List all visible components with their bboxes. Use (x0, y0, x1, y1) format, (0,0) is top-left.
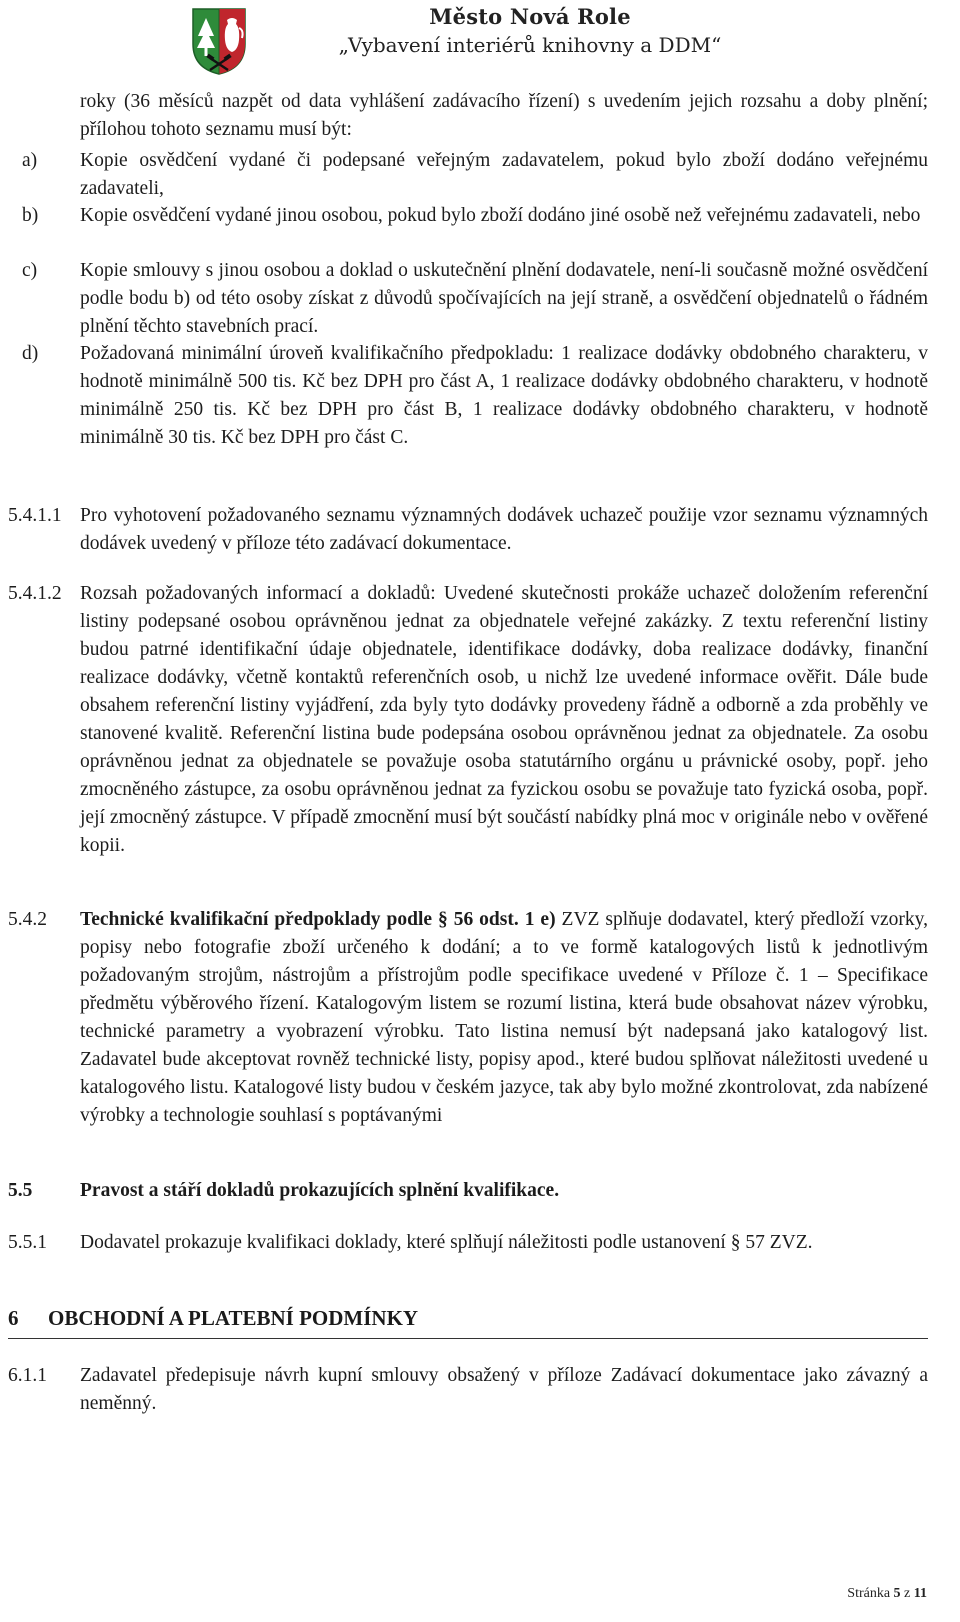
footer-total-pages: 11 (913, 1586, 927, 1601)
paragraph-text (80, 906, 928, 1130)
paragraph-body: ZVZ splňuje dodavatel, který předloží vzorky, popisy nebo fotografie zboží určeného k dodání; a to ve formě katalogových listů k jednotlivým požadovaným strojům, nástrojům a přístrojům podle specifikace uvedené v Příloze č. 1 – Specifikace předmětu výběrového řízení. Katalogovým listem se rozumí listina, která bude obsahovat název výrobku, technické parametry a vyobrazení výrobku. Tato listina nemusí být nadepsaná jako katalogový list. Zadavatel bude akceptovat rovněž technické listy, popisy apod., které budou splňovat náležitosti uvedené u katalogového listu. Katalogové listy budou v českém jazyce, tak aby bylo možné zkontrolovat, zda nabízené výrobky a technologie souhlasí s poptávanými (80, 909, 928, 1126)
paragraph-text: Pro vyhotovení požadovaného seznamu významných dodávek uchazeč použije vzor seznamu významných dodávek uvedený v příloze této zadávací dokumentace. (80, 505, 928, 554)
chapter-heading-6 (8, 1306, 928, 1339)
footer-page-number: 5 (893, 1586, 901, 1601)
list-item-text: Požadovaná minimální úroveň kvalifikačního předpokladu: 1 realizace dodávky obdobného charakteru, v hodnotě minimálně 500 tis. Kč bez DPH pro část A, 1 realizace dodávky obdobného charakteru, v hodnotě minimálně 250 tis. Kč bez DPH pro část B, 1 realizace dodávky obdobného charakteru, v hodnotě minimálně 30 tis. Kč bez DPH pro část C. (80, 343, 928, 448)
list-item (8, 147, 928, 203)
paragraph-number: 5.4.1.2 (8, 583, 62, 604)
section-title: Pravost a stáří dokladů prokazujících splnění kvalifikace. (80, 1180, 560, 1201)
chapter-number: 6 (8, 1306, 19, 1330)
section-number: 5.5 (8, 1180, 33, 1201)
list-item-label: a) (22, 150, 38, 171)
paragraph-text: Zadavatel předepisuje návrh kupní smlouvy obsažený v příloze Zadávací dokumentace jako závazný a neměnný. (80, 1365, 928, 1414)
header-subtitle: „Vybavení interiérů knihovny a DDM“ (338, 33, 722, 57)
section-heading-5-5 (8, 1177, 928, 1205)
paragraph-bold-lead: Technické kvalifikační předpoklady podle § 56 odst. 1 e) (80, 909, 556, 930)
paragraph-5-4-2 (8, 906, 928, 1130)
list-item-text: Kopie osvědčení vydané či podepsané veřejným zadavatelem, pokud bylo zboží dodáno veřejnému zadavateli, (80, 150, 928, 199)
list-item-label: b) (22, 205, 39, 226)
header-title: Město Nová Role (429, 4, 631, 29)
list-item-label: c) (22, 260, 38, 281)
paragraph-number: 5.4.2 (8, 909, 47, 930)
page-footer (847, 1586, 927, 1602)
paragraph-5-4-1-1 (8, 502, 928, 558)
lead-paragraph: roky (36 měsíců nazpět od data vyhlášení zadávacího řízení) s uvedením jejich rozsahu a doby plnění; přílohou tohoto seznamu musí být: (80, 91, 928, 140)
list-item-text: Kopie osvědčení vydané jinou osobou, pokud bylo zboží dodáno jiné osobě než veřejnému zadavateli, nebo (80, 205, 921, 226)
footer-of: z (904, 1586, 911, 1601)
list-item (8, 257, 928, 341)
paragraph-number: 5.5.1 (8, 1232, 47, 1253)
list-item-label: d) (22, 343, 39, 364)
paragraph-5-5-1 (8, 1229, 928, 1257)
paragraph-6-1-1 (8, 1362, 928, 1418)
chapter-title: OBCHODNÍ A PLATEBNÍ PODMÍNKY (48, 1306, 419, 1330)
list-item (8, 340, 928, 452)
paragraph-5-4-1-2 (8, 580, 928, 860)
coat-of-arms-icon (190, 6, 248, 76)
list-item-text: Kopie smlouvy s jinou osobou a doklad o uskutečnění plnění dodavatele, není-li současně možné osvědčení podle bodu b) od této osoby získat z důvodů spočívajících na její straně, a osvědčení objednatelů o řádném plnění těchto stavebních prací. (80, 260, 928, 337)
paragraph-number: 6.1.1 (8, 1365, 47, 1386)
paragraph-text: Rozsah požadovaných informací a dokladů: Uvedené skutečnosti prokáže uchazeč doložením referenční listiny podepsané osobou oprávněnou jednat za objednatele veřejné zakázky. Z textu referenční listiny budou patrné identifikační údaje objednatele, identifikace dodávky, doba realizace dodávky, finanční realizace dodávky, včetně kontaktů referenčních osob, u nichž lze uvedené informace ověřit. Dále bude obsahem referenční listiny vyjádření, zda byly tyto dodávky provedeny řádně a odborně a zda proběhly ve stanovené kvalitě. Referenční listina bude podepsána osobou oprávněnou jednat za objednatele. Za osobu oprávněnou jednat za objednatele se považuje osoba statutárního orgánu u právnické osoby, popř. jeho zmocněného zástupce, za osobu oprávněnou jednat za fyzickou osobu se považuje tato fyzická osoba, popř. její zmocněný zástupce. V případě zmocnění musí být součástí nabídky plná moc v originále nebo v ověřené kopii. (80, 583, 928, 856)
paragraph-number: 5.4.1.1 (8, 505, 62, 526)
footer-label: Stránka (847, 1586, 891, 1601)
list-item (8, 202, 928, 230)
paragraph-text: Dodavatel prokazuje kvalifikaci doklady, které splňují náležitosti podle ustanovení § 57 ZVZ. (80, 1232, 813, 1253)
